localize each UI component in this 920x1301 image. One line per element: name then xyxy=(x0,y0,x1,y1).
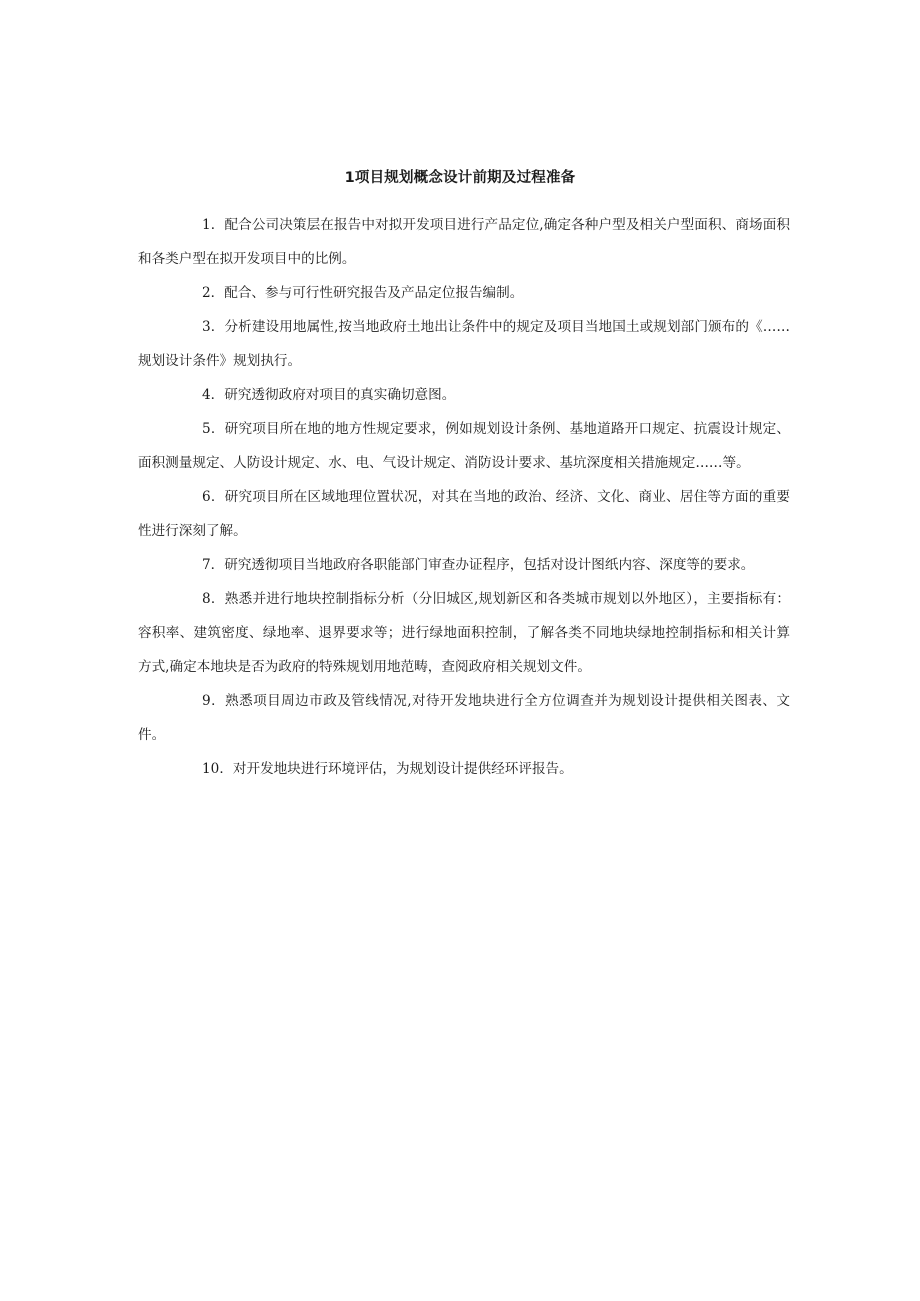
list-item xyxy=(138,310,790,378)
item-text: ．配合、参与可行性研究报告及产品定位报告编制。 xyxy=(210,285,524,301)
item-text: ．研究项目所在区域地理位置状况，对其在当地的政治、经济、文化、商业、居住等方面的重要性进行深刻了解。 xyxy=(138,489,790,539)
item-number: 10 xyxy=(202,761,220,777)
item-text: ．研究透彻政府对项目的真实确切意图。 xyxy=(210,387,456,403)
list-item xyxy=(138,582,790,684)
item-text: ．研究项目所在地的地方性规定要求，例如规划设计条例、基地道路开口规定、抗震设计规定、面积测量规定、人防设计规定、水、电、气设计规定、消防设计要求、基坑深度相关措施规定……等。 xyxy=(138,421,790,471)
item-number: 1 xyxy=(202,217,211,233)
list-item xyxy=(138,412,790,480)
item-text: ．配合公司决策层在报告中对拟开发项目进行产品定位,确定各种户型及相关户型面积、商场面积和各类户型在拟开发项目中的比例。 xyxy=(138,217,790,267)
list-item xyxy=(138,752,790,786)
item-number: 5 xyxy=(202,421,211,437)
list-item xyxy=(138,208,790,276)
item-number: 6 xyxy=(202,489,211,505)
item-text: ．对开发地块进行环境评估，为规划设计提供经环评报告。 xyxy=(219,761,573,777)
item-number: 9 xyxy=(202,693,211,709)
item-text: ．研究透彻项目当地政府各职能部门审查办证程序，包括对设计图纸内容、深度等的要求。 xyxy=(210,557,755,573)
list-item xyxy=(138,684,790,752)
list-item xyxy=(138,378,790,412)
item-text: ．熟悉项目周边市政及管线情况,对待开发地块进行全方位调查并为规划设计提供相关图表、文件。 xyxy=(138,693,790,743)
item-number: 3 xyxy=(202,319,211,335)
item-number: 4 xyxy=(202,387,211,403)
list-item xyxy=(138,276,790,310)
document-title: 1项目规划概念设计前期及过程准备 xyxy=(344,170,576,186)
list-item xyxy=(138,548,790,582)
item-number: 7 xyxy=(202,557,211,573)
item-text: ．熟悉并进行地块控制指标分析（分旧城区,规划新区和各类城市规划以外地区），主要指标有：容积率、建筑密度、绿地率、退界要求等；进行绿地面积控制，了解各类不同地块绿地控制指标和相关计算方式,确定本地块是否为政府的特殊规划用地范畴，查阅政府相关规划文件。 xyxy=(138,591,790,675)
list-item xyxy=(138,480,790,548)
item-text: ．分析建设用地属性,按当地政府土地出让条件中的规定及项目当地国土或规划部门颁布的《……规划设计条件》规划执行。 xyxy=(138,319,790,369)
item-number: 2 xyxy=(202,285,211,301)
item-number: 8 xyxy=(202,591,211,607)
requirements-list xyxy=(138,208,790,786)
